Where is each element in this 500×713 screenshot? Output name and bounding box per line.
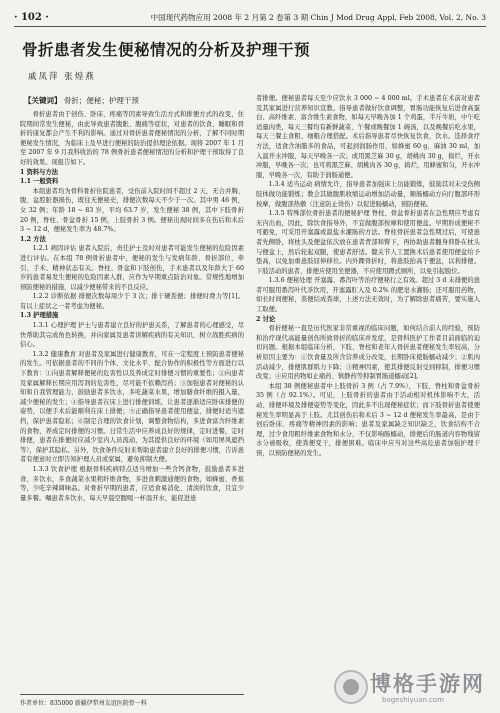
paragraph: 1.3.4 适当运动 病情允许，指导患者加强床上功能锻炼，鼓励其对未受伤侧肢体做功能锻炼；教会其做腹肌收缩运动增加活动量，顺肠蠕动方向行腹部环形按摩，做腹部热敷（注意防止烫伤）以促进肠蠕动，预防便秘。 xyxy=(256,181,480,208)
keywords-text: 骨折；便秘；护理干预 xyxy=(63,96,139,105)
paragraph: 1.3.3 饮食护理 根据骨科疾病特点适当增加一些含钙食物，鼓励患者多进食、多饮水，多食蔬菜水果粗纤维食物，多进食刺激通便的食物，如蜂蜜、香蕉等，少吃辛辣调味品。对骨折早期的患者，应适食易消化、清淡的饮食，且宜少量多餐。嘱患者多饮水，每天早晨空腹喝一杯温开水，能促进患 xyxy=(20,465,244,502)
paragraph: 1.3.6 便秘处理 开塞露、番泻叶等治疗便秘行之有效。超过 3 d 未排便的患者可服用番泻叶代茶饮用，开塞露肛入及 0.2% 的肥皂水灌肠；还可服用药物，如长时间便秘，粪便结成粪球，上述方法无效时，为了解除患者痛苦，要实施人工取便。 xyxy=(256,277,480,314)
paragraph: 者排便。便秘患者每天至少应饮水 3 000 ~ 4 000 ml。手术患者在术前对患者及其家属进行营养知识宣教。指导患者做好饮食调整，胃肠功能恢复后进食高蛋白、高纤维素、富含维生素食物，如每天早晚各加 1 个鸡蛋，半斤牛奶，中午吃适量肉类，每天三餐均有新鲜蔬菜、午餐或晚餐加 1 碗汤，以及晚餐后吃水果，每天三餐主食粗、细粮合理搭配。术后指导患者尽快恢复饮食，饮水。选择食疗方法，适食含油脂多的食品，可起到润肠作用，如蜂蜜 60 g，麻油 30 ml，加入温开水冲服，每天早晚各一次；或用黑芝麻 30 g，胡桃肉 30 g，捣烂，开水冲服，早晚各一次；也可将黑芝麻、胡桃肉各 30 g，捣烂，用蜂蜜和匀，开水冲服，早晚各一次，有助于润肠通便。 xyxy=(256,95,480,179)
running-header xyxy=(14,10,486,27)
paragraph: 1.2.1 病因评估 患者入院后，责任护士及时对患者可能发生便秘的危险因素进行评估。在本组 78 例骨折患者中，便秘的发生与发病年龄、骨折部位、牵引、手术、精神状态有关。脊柱、骨盆和下肢创伤，手术患者以及年龄大于 60 岁的患者易发生便秘的危险因素人群，应作为早期重点防治对象。常规性地增加预防便秘的措施，以减少便秘带来的不良反应。 xyxy=(20,245,244,291)
paragraph: 骨折便秘一直是历代医家非常重视的临床问题，如何结合前人的经验，预防和治疗现代高能量创伤所致骨折的临床并发症，是骨科医护工作者目前面临的迫切问题。根据本组临床分析，下肢、脊柱和老年人骨折患者便秘发生率较高，分析原因主要为：①饮食量及所含营养成分改变，长期卧床使肠蠕动减少；②肌肉活动减少，排便肌群肌力下降；③精神因素，使其排便反射受到抑制，排便习惯改变；④应用药物如止痛药、镇静药等抑制胃肠道蠕动[2]。 xyxy=(256,325,480,381)
left-column xyxy=(20,110,244,503)
keywords-label: 【关键词】 xyxy=(24,96,62,105)
section-heading: 2 讨论 xyxy=(256,315,276,323)
watermark-text: 博格手游网 xyxy=(370,672,485,696)
paragraph: 本组患者均为骨科骨折住院患者，受伤前入院时间不超过 2 天，无合并胸、腹、盆腔脏器损伤，既往无便秘史，排便次数每天不少于一次。其中男 46 例，女 32 例；年龄 18 ~ 83 岁，平均 63.7 岁，发生便秘 38 例，其中下肢骨折 20 例，脊柱、骨盆骨折 15 例，上肢骨折 3 例。便秘出现时间多在伤后和术后 3 ~ 12 d，便秘发生率为 48.7%。 xyxy=(20,187,244,234)
author-affiliation-footnote: 作者单位：835000 新疆伊犁州友谊医院骨一科 xyxy=(20,694,244,707)
section-heading: 1.2 方法 xyxy=(20,235,46,243)
paragraph: 1.3.2 健康教育 对患者及家属进行健康教育，可在一定程度上预防患者便秘的发生。可依据患者的不同的个体、文化水平、配合协作的积极性等方面进行以下教育：①向患者解释便秘的危害性以及养成定时排便习惯的重要性；②向患者及家属解释长期应用泻剂的危害性，尽可能不依赖泻药；③加强患者对便秘的认知和自我管理能力，鼓励患者多饮水，多吃蔬菜水果，增加膳食纤维的摄入量，减少便秘的发生；④指导患者在床上进行排便训练，让患者逐渐适应卧床排便的姿势，以便手术后能顺利在床上排便；⑤正确指导患者使用便盆，排便时适当遮挡，保护患者隐私；⑥制定合理的饮食计划，调整食物结构，多进食富含纤维素的食物，养成定时排便的习惯。日常生活中应养成良好的规律，定时进餐，定时排便，患者在排便时应减少室内人员流动，为其提供良好的环境（如用屏风遮挡等），保护其隐私。另外，饮食条件反射来帮助患者建立良好的排便习惯，告诉患者有便意时立即告知护理人员或家属，避免抑制大便。 xyxy=(20,350,244,464)
right-column xyxy=(256,94,480,459)
paragraph: 1.3.5 特殊部位骨折患者的便秘护理 脊柱、骨盆骨折患者在急性期应考虑有无内出血，因此，除饮食指导外，不宜做腹部按摩和使用便盆。早期形成便秘不可避免，可采用开塞露或温盐水灌肠的方法。脊柱骨折患者急性期过后，可使患者先侧卧，将枕头及便盆依次放在患者背部和臀下，再协助患者翻身仰卧在枕头与便盆上，然后轮起双腿，使患者舒适。髋关节人工置换术后患者使用便盆给予垫高，以免加重患肢屈伸移位。内外踝骨折时，将患肢抬高于便盆，以利排便。下肢活动的患者，排便应使用坐便器，不应使用蹲式厕所，以免引起脱位。 xyxy=(256,210,480,275)
paragraph: 1.2.2 诊断依据 排便次数每周少于 3 次；排干硬粪便；排便时费力等[1]。有以上症状之一者考虑为便秘。 xyxy=(20,293,244,310)
journal-citation: 中国现代药物应用 2008 年 2 月第 2 卷第 3 期 Chin J Mod Drug Appl, Feb 2008, Vol. 2, No. 3 xyxy=(150,13,486,22)
watermark-logo-icon xyxy=(334,670,368,704)
article-title: 骨折患者发生便秘情况的分析及护理干预 xyxy=(22,41,311,59)
watermark-url: bogeshiyuan.com xyxy=(382,696,444,704)
section-heading: 1.3 护理措施 xyxy=(20,312,59,320)
authors: 戚凤萍 张煌燕 xyxy=(28,72,96,82)
watermark xyxy=(330,666,490,710)
page-number: · 102 · xyxy=(14,12,49,23)
paragraph: 本组 38 例便秘患者中上肢骨折 3 例（占 7.9%），下肢、脊柱和骨盆骨折 35 例（占 92.1%）。可见，上肢骨折的患者由于活动相对机体影响不大，活动、排便环境及排便姿势等变化，因此多不出现便秘症状；而下肢骨折患者使便秘发生率明显高于上肢。尤其创伤后和术后 3 ~ 12 d 便秘发生率最高，是由于创后卧床、疼痛等精神因素的影响；患者及家属缺乏知识缺乏，饮食结构不合理，过少食用粗纤维素食物和水分，不仅影响肠蠕动，排便后的肠道内容物残留水分被吸收，使粪便变干，排便困难。临床中应当对这些高危患者加强护理干预，以预防便秘的发生。 xyxy=(256,382,480,457)
keywords xyxy=(24,95,139,106)
paragraph: 1.3.1 心理护理 护士与患者建立良好的护患关系，了解患者的心理感受，尽快帮助其完成角色转换，并向家属及患者讲解疾病的有关知识，树立战胜疾病的信心。 xyxy=(20,322,244,349)
section-heading: 1 资料与方法 xyxy=(20,168,59,176)
section-heading: 1.1 一般资料 xyxy=(20,178,59,186)
paragraph: 骨折患者由于创伤、卧床、疼痛等因素导致生活方式和排便方式的改变，住院期间常发生便秘，由此导致患者腹胀、腹痛等症状，对患者的饮食、睡眠和骨折的康复都会产生不利的影响。通过对骨折患者便秘情况的分析，了解不同时期便秘发生情况，为临床上及早进行便秘的防治提供理论依据。现将 2007 年 1 月至 2007 年 9 月我科收治的 78 例骨折患者便秘情况的分析和护理干预取得了良好的效果。现报告如下。 xyxy=(20,111,244,166)
